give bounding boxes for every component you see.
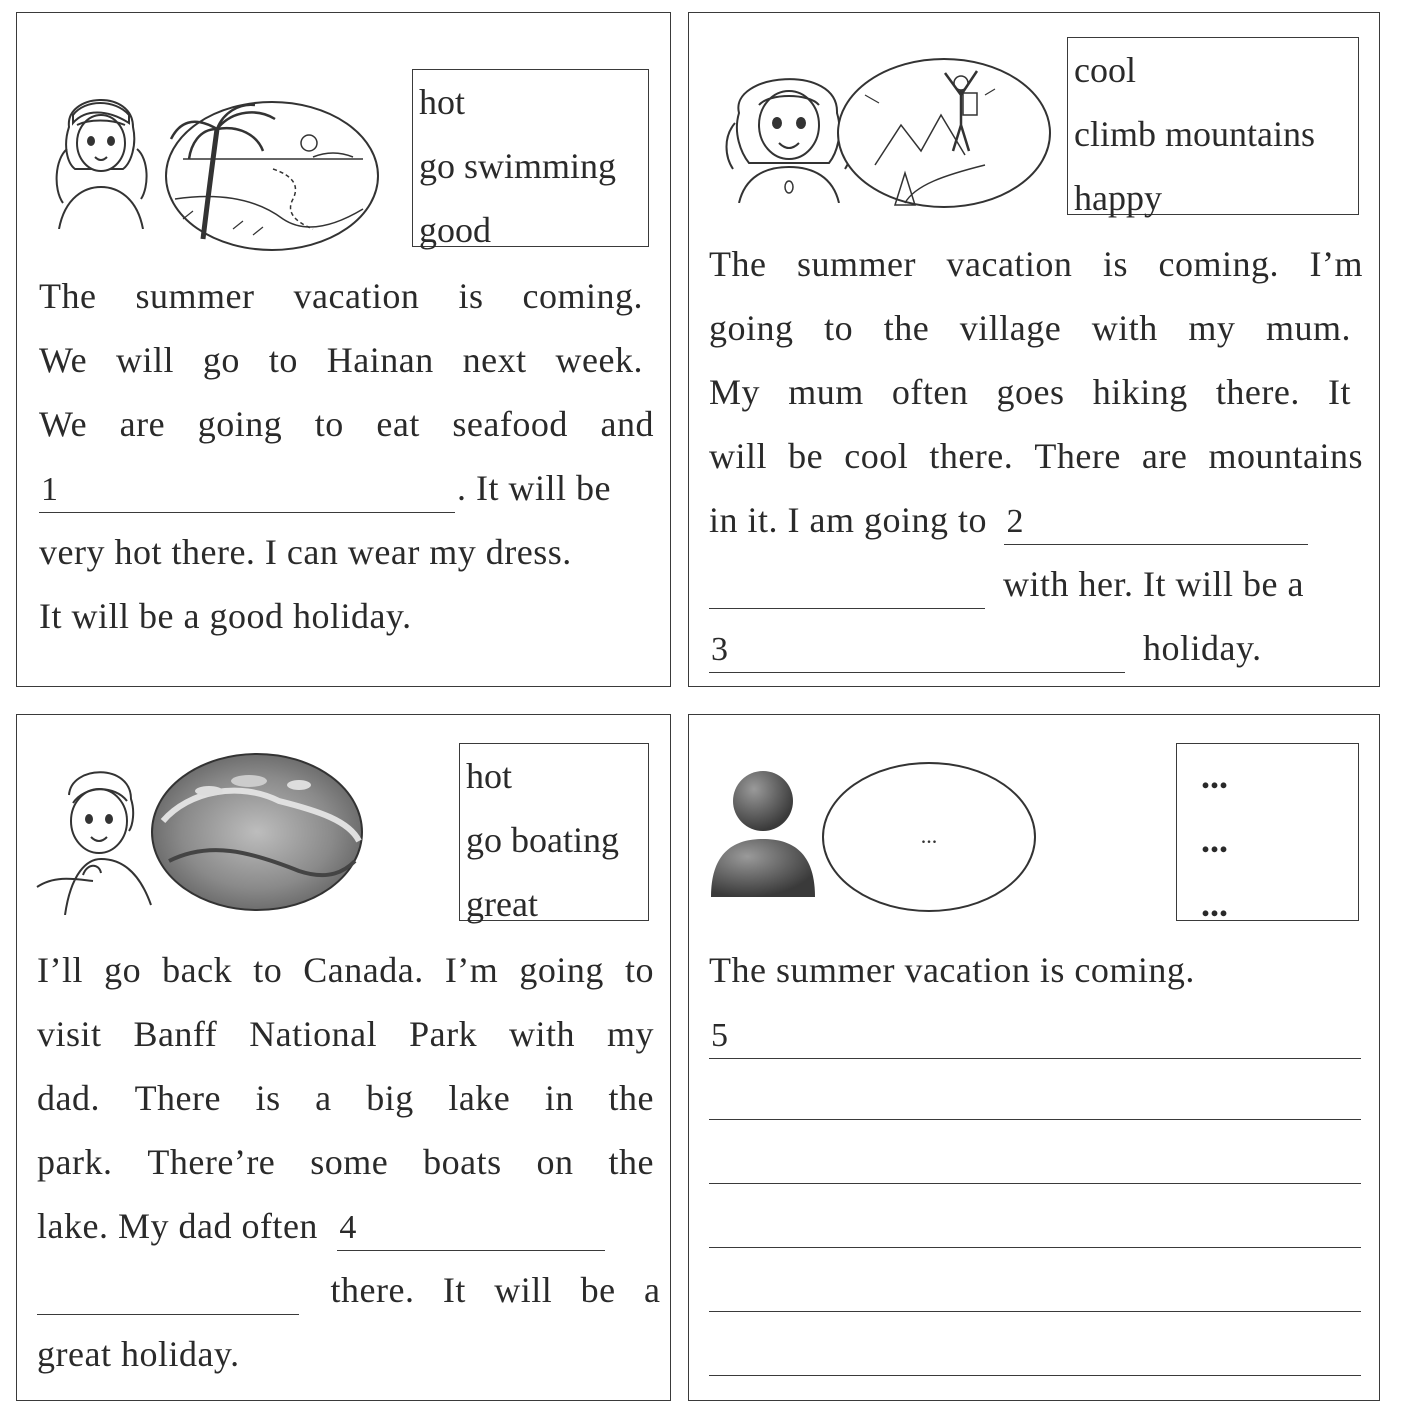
word-box-4 bbox=[1176, 743, 1359, 924]
panel-village bbox=[688, 12, 1380, 687]
answer-blank-4[interactable]: 4 bbox=[337, 1207, 605, 1251]
word-box-3 bbox=[459, 743, 649, 924]
passage-3 bbox=[37, 945, 661, 1385]
person-icon bbox=[709, 769, 819, 899]
writing-line[interactable] bbox=[709, 1247, 1361, 1248]
word-hint: hot bbox=[419, 82, 466, 122]
word-hint: ... bbox=[1201, 820, 1228, 860]
answer-blank-3[interactable]: 3 bbox=[709, 629, 1125, 673]
passage-line: going to the village with my mum. bbox=[709, 308, 1351, 348]
writing-line[interactable] bbox=[709, 1119, 1361, 1120]
passage-line: My mum often goes hiking there. It bbox=[709, 372, 1351, 412]
panel-canada bbox=[16, 714, 671, 1401]
answer-blank-2-continued[interactable] bbox=[709, 565, 985, 609]
passage-line: with her. It will be a bbox=[709, 559, 1363, 609]
passage-line: great holiday. bbox=[37, 1334, 240, 1374]
passage-line: there. It will be a bbox=[37, 1265, 654, 1315]
word-box-1 bbox=[412, 69, 649, 250]
word-hint: happy bbox=[1074, 178, 1162, 218]
passage-line bbox=[709, 1009, 1363, 1059]
passage-4 bbox=[709, 945, 1363, 1385]
passage-line: We will go to Hainan next week. bbox=[39, 340, 643, 380]
passage-line: lake. My dad often 4 bbox=[37, 1201, 654, 1251]
passage-line: very hot there. I can wear my dress. bbox=[39, 532, 572, 572]
answer-blank-5[interactable]: 5 bbox=[709, 1015, 1361, 1059]
girl-portrait-1 bbox=[45, 79, 157, 229]
word-hint: go boating bbox=[466, 820, 619, 860]
word-hint: great bbox=[466, 884, 538, 924]
passage-line: 1 . It will be bbox=[39, 463, 656, 513]
passage-1 bbox=[39, 271, 656, 651]
writing-line[interactable] bbox=[709, 1375, 1361, 1376]
beach-palm-picture bbox=[163, 99, 381, 253]
lake-park-photo bbox=[149, 751, 365, 913]
writing-line[interactable] bbox=[709, 1183, 1361, 1184]
passage-line: park. There’re some boats on the bbox=[37, 1142, 654, 1182]
word-hint: good bbox=[419, 210, 491, 250]
passage-line: visit Banff National Park with my bbox=[37, 1014, 654, 1054]
passage-line: The summer vacation is coming. bbox=[39, 276, 643, 316]
word-hint: go swimming bbox=[419, 146, 617, 186]
passage-line: The summer vacation is coming. bbox=[709, 950, 1195, 990]
passage-line: in it. I am going to 2 bbox=[709, 495, 1363, 545]
blank-picture-oval bbox=[819, 759, 1039, 915]
word-hint: ... bbox=[1201, 756, 1228, 796]
word-hint: climb mountains bbox=[1074, 114, 1315, 154]
passage-line: It will be a good holiday. bbox=[39, 596, 412, 636]
answer-blank-2[interactable]: 2 bbox=[1004, 501, 1308, 545]
passage-line: will be cool there. There are mountains bbox=[709, 436, 1363, 476]
writing-line[interactable] bbox=[709, 1311, 1361, 1312]
word-hint: cool bbox=[1074, 50, 1136, 90]
answer-blank-1[interactable]: 1 bbox=[39, 469, 455, 513]
panel-your-own bbox=[688, 714, 1380, 1401]
mountain-climber-picture bbox=[835, 55, 1053, 211]
word-hint: ... bbox=[1201, 884, 1228, 924]
passage-line: I’ll go back to Canada. I’m going to bbox=[37, 950, 654, 990]
passage-line: The summer vacation is coming. I’m bbox=[709, 244, 1363, 284]
passage-line: 3 holiday. bbox=[709, 623, 1363, 673]
passage-line: We are going to eat seafood and bbox=[39, 404, 654, 444]
answer-blank-4-continued[interactable] bbox=[37, 1271, 299, 1315]
word-box-2 bbox=[1067, 37, 1359, 218]
oval-ellipsis: ... bbox=[920, 823, 938, 848]
boy-portrait bbox=[35, 755, 157, 915]
passage-2 bbox=[709, 239, 1365, 679]
word-hint: hot bbox=[466, 756, 513, 796]
passage-line: dad. There is a big lake in the bbox=[37, 1078, 654, 1118]
panel-hainan bbox=[16, 12, 671, 687]
